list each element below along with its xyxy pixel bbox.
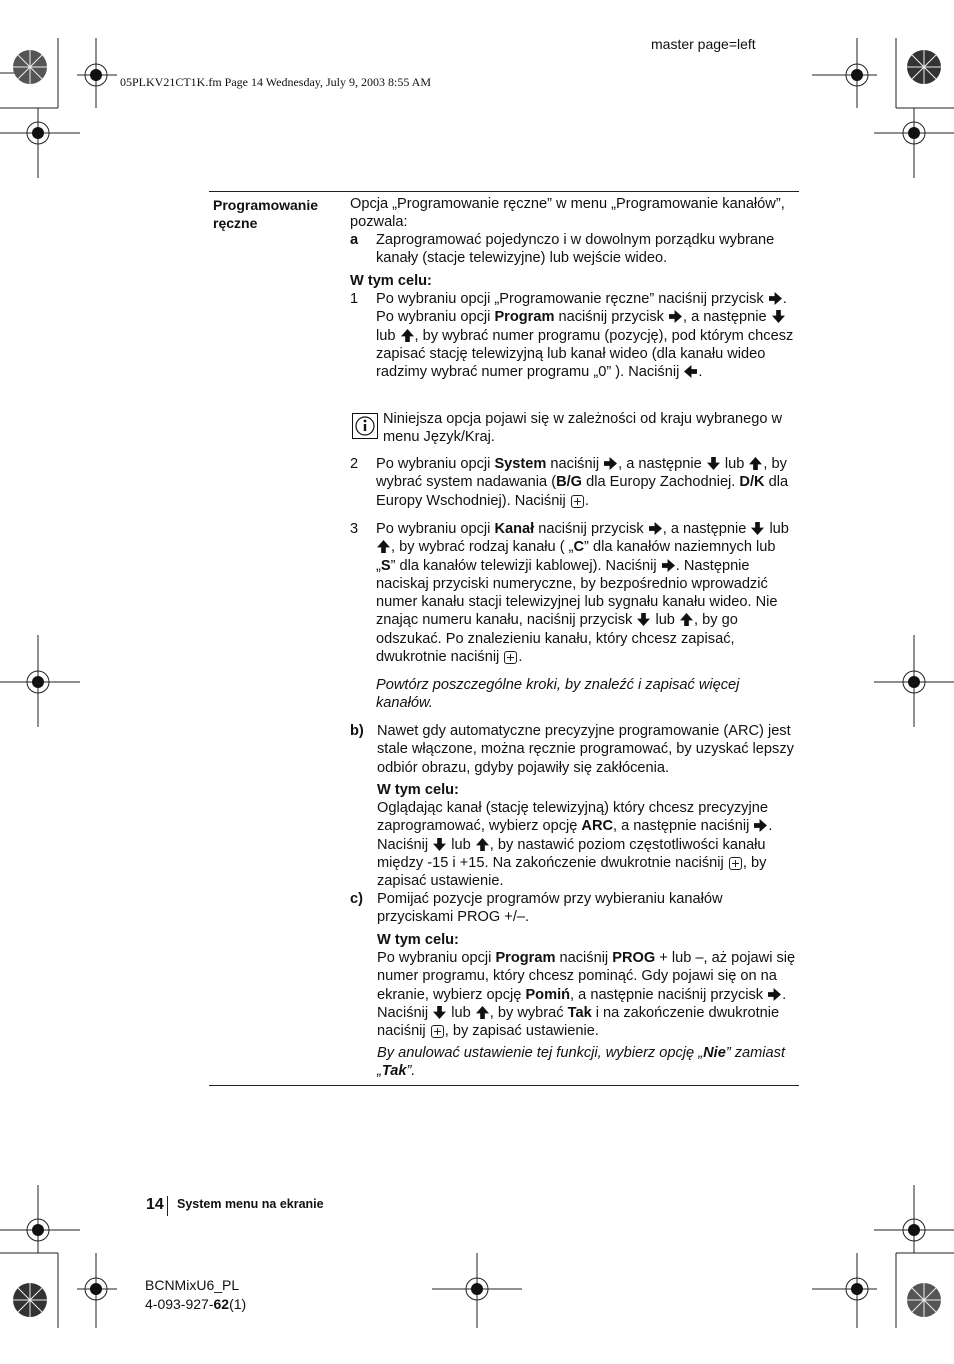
doc-code-line1: BCNMixU6_PL (145, 1277, 240, 1293)
step3-t1: Po wybraniu opcji (376, 521, 495, 537)
arrow-right-icon (669, 310, 682, 323)
step2-t6: dla Europy Zachodniej. (582, 474, 740, 491)
top-rule (209, 191, 799, 192)
item-b-t5: , by nastawić poziom częstotliwości kanału między -15 i +15. Na zakończenie dwukrotnie naciśnij (377, 836, 766, 871)
item-b-text: Nawet gdy automatyczne precyzyjne programowanie (ARC) jest stale włączone, można ręcznie programować, by uzyskać lepszy odbiór obrazu, gdyby pojawiły się zakłócenia. (377, 723, 794, 776)
step2-b1: System (494, 456, 547, 472)
step3-t7: ” dla kanałów telewizji kablowej). Naciśnij (390, 557, 657, 574)
arrow-down-icon (637, 613, 650, 626)
master-page-label: master page=left (651, 36, 756, 52)
info-icon (352, 413, 378, 439)
footer-section-title: System menu na ekranie (177, 1197, 324, 1211)
step2-t7: dla Europy Wschodniej). Naciśnij (376, 474, 789, 509)
step3-t6: ” dla kanałów naziemnych lub „ (376, 539, 776, 574)
cancel-note (377, 1044, 797, 1081)
item-c-t5: . Naciśnij (377, 986, 787, 1021)
step2-t2: naciśnij (546, 456, 600, 472)
step3-t2: naciśnij przycisk (534, 521, 644, 537)
w-tym-celu-heading: W tym celu: (350, 273, 432, 289)
step1-t2: . Po wybraniu opcji (376, 291, 787, 326)
arrow-up-icon (401, 329, 414, 342)
item-b-t2: , a następnie naciśnij (613, 818, 750, 835)
step3-b3: S (380, 557, 391, 574)
step1-b1: Program (494, 309, 555, 326)
item-c-t4: , a następnie naciśnij przycisk (570, 986, 764, 1003)
step1-t3: naciśnij przycisk (554, 309, 664, 326)
item-a-text: Zaprogramować pojedynczo i w dowolnym porządku wybrane kanały (stacje telewizyjne) lub wejście wideo. (376, 232, 775, 267)
item-c-t2: naciśnij (555, 950, 613, 966)
item-b-steps (377, 799, 797, 890)
section-label: Programowanie ręczne (213, 197, 319, 231)
step2-t4: lub (724, 456, 745, 472)
step1-t5: lub (376, 327, 396, 344)
step2-t1: Po wybraniu opcji (376, 456, 495, 472)
cancel-t2: ” zamiast „ (377, 1045, 786, 1080)
item-c-t1: Po wybraniu opcji (377, 950, 496, 966)
step2-b2: B/G (556, 474, 583, 491)
step3-t3: , a następnie (662, 521, 747, 537)
cancel-b1: Nie (703, 1045, 726, 1061)
arrow-down-icon (707, 457, 720, 470)
step3-t4: lub (769, 521, 789, 537)
step3-text (376, 520, 798, 666)
arrow-right-icon (768, 988, 781, 1001)
item-c-b2: PROG (612, 950, 656, 966)
doc-code (145, 1276, 246, 1314)
step1-number: 1 (350, 291, 359, 307)
arrow-up-icon (476, 1006, 489, 1019)
ok-button-icon (504, 651, 517, 664)
step3-t11: . (518, 649, 523, 666)
arrow-right-icon (662, 559, 675, 572)
arrow-down-icon (433, 1006, 446, 1019)
intro-text: Opcja „Programowanie ręczne” w menu „Programowanie kanałów”, pozwala: (350, 196, 785, 231)
note-text: Niniejsza opcja pojawi się w zależności od kraju wybranego w menu Język/Kraj. (383, 411, 783, 446)
item-c-t8: i na zakończenie dwukrotnie naciśnij (377, 1004, 780, 1040)
repeat-note: Powtórz poszczególne kroki, by znaleźć i zapisać więcej kanałów. (376, 677, 740, 712)
item-c-steps (377, 949, 799, 1040)
item-c-b4: Tak (567, 1004, 592, 1021)
cancel-b2: Tak (381, 1063, 407, 1080)
arrow-down-icon (433, 838, 446, 851)
step2-b3: D/K (739, 474, 765, 491)
step3-b1: Kanał (494, 521, 535, 537)
arrow-left-icon (684, 365, 697, 378)
item-b-t3: . Naciśnij (377, 818, 773, 853)
arrow-down-icon (772, 310, 785, 323)
arrow-up-icon (377, 540, 390, 553)
step3-t8: . Następnie naciskaj przyciski numeryczne, by bezpośrednio wprowadzić numer kanału stacji telewizyjnej lub sygnału kanału wideo. Nie znając numeru kanału, naciśnij przycisk (376, 557, 778, 629)
page-number: 14 (146, 1196, 164, 1213)
cancel-t3: ”. (406, 1063, 416, 1080)
step1-t4: , a następnie (683, 309, 767, 326)
step2-t5: , by wybrać system nadawania ( (376, 456, 787, 491)
arrow-right-icon (604, 457, 617, 470)
step3-b2: C (573, 539, 585, 556)
item-c-t9: , by zapisać ustawienie. (444, 1023, 599, 1040)
item-c-b1: Program (495, 950, 556, 966)
doc-code-line2 (145, 1295, 246, 1314)
arrow-down-icon (751, 522, 764, 535)
bottom-rule (209, 1085, 799, 1086)
item-b-t4: lub (451, 836, 471, 853)
item-b-marker: b) (350, 723, 364, 739)
item-c-text: Pomijać pozycje programów przy wybieraniu kanałów przyciskami PROG +/–. (377, 891, 723, 926)
ok-button-icon (729, 857, 742, 870)
step3-t5: , by wybrać rodzaj kanału ( „ (391, 539, 574, 556)
step2-text (376, 455, 798, 510)
cancel-t1: By anulować ustawienie tej funkcji, wybierz opcję „ (377, 1045, 704, 1061)
step3-t9: lub (655, 612, 675, 629)
step2-t8: . (584, 492, 589, 509)
doc-code-2a: 4-093-927- (145, 1296, 214, 1312)
step3-number: 3 (350, 521, 359, 537)
step2-number: 2 (350, 456, 359, 472)
step1-t7: . (698, 364, 703, 381)
step1-text (376, 290, 798, 381)
doc-code-2b: 62 (213, 1296, 230, 1312)
item-c-b3: Pomiń (525, 986, 571, 1003)
step3-t10: , by go odszukać. Po znalezieniu kanału, który chcesz zapisać, dwukrotnie naciśnij (376, 612, 738, 666)
item-c-heading: W tym celu: (377, 932, 459, 948)
item-c-t6: lub (451, 1004, 471, 1021)
ok-button-icon (431, 1025, 444, 1038)
arrow-up-icon (749, 457, 762, 470)
item-b-b1: ARC (581, 818, 614, 835)
file-info: 05PLKV21CT1K.fm Page 14 Wednesday, July 9, 2003 8:55 AM (120, 75, 432, 89)
arrow-right-icon (754, 819, 767, 832)
step1-t6: , by wybrać numer programu (pozycję), pod którym chcesz zapisać stację telewizyjną lub kanał wideo (dla kanału wideo radzimy wybrać numer programu „0” ). Naciśnij (376, 327, 794, 381)
item-c-marker: c) (350, 891, 363, 907)
arrow-up-icon (476, 838, 489, 851)
item-b-heading: W tym celu: (377, 782, 459, 798)
step2-t3: , a następnie (618, 456, 702, 472)
item-c-t7: , by wybrać (489, 1004, 568, 1021)
arrow-right-icon (649, 522, 662, 535)
doc-code-2c: (1) (229, 1296, 247, 1312)
item-c-t3: + lub –, aż pojawi się numer programu, który chcesz pominąć. Gdy pojawi się on na ekranie, wybierz opcję (377, 950, 796, 1003)
ok-button-icon (571, 495, 584, 508)
item-b-t6: , by zapisać ustawienie. (377, 854, 767, 890)
arrow-right-icon (769, 292, 782, 305)
item-b-t1: Oglądając kanał (stację telewizyjną) który chcesz precyzyjne zaprogramować, wybierz opcję (377, 800, 768, 835)
arrow-up-icon (680, 613, 693, 626)
step1-t1: Po wybraniu opcji „Programowanie ręczne” naciśnij przycisk (376, 291, 764, 307)
footer-divider (167, 1196, 168, 1216)
item-a-marker: a (350, 232, 359, 248)
